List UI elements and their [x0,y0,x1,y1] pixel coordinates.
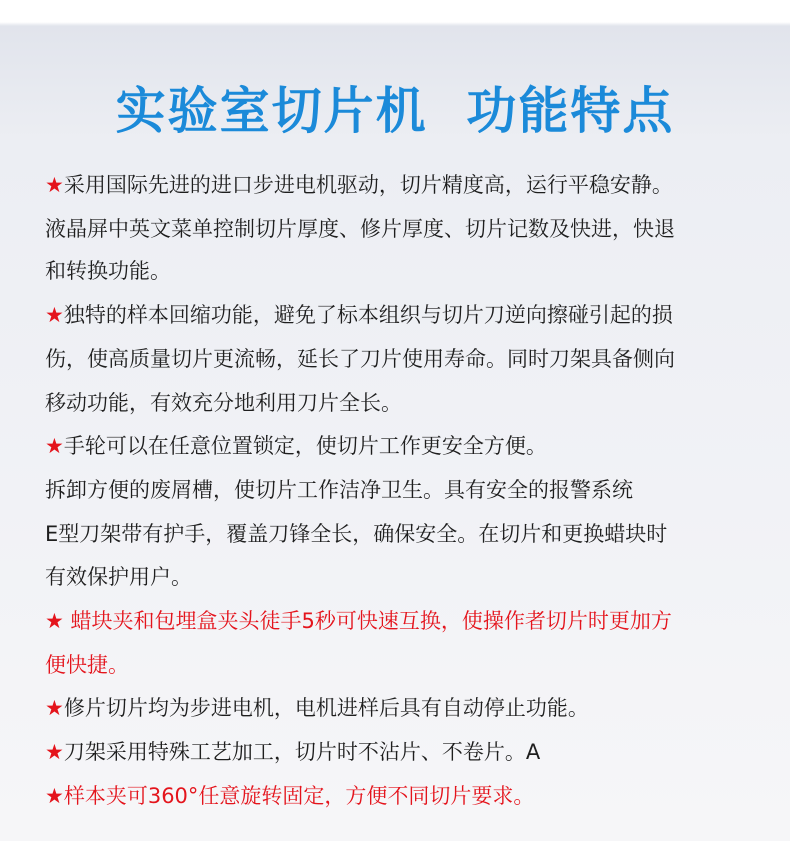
feature-line-13 [45,693,589,723]
star-icon: ★ [45,609,64,633]
feature-text: 拆卸方便的废屑槽，使切片工作洁净卫生。具有安全的报警系统 [45,478,633,502]
star-icon: ★ [45,740,64,764]
feature-line-10 [45,562,192,592]
feature-text: E型刀架带有护手，覆盖刀锋全长，确保安全。在切片和更换蜡块时 [45,522,668,546]
feature-line-7 [45,431,547,461]
feature-line-11 [45,606,672,636]
star-icon: ★ [45,784,64,808]
feature-text: 蜡块夹和包埋盒夹头徒手5秒可快速互换，使操作者切片时更加方 [63,609,672,633]
feature-line-15 [45,781,534,811]
page-title: 实验室切片机 功能特点 [115,82,675,140]
feature-line-9 [45,519,667,549]
feature-line-4 [45,300,673,330]
feature-text: 移动功能，有效充分地利用刀片全长。 [45,391,402,415]
feature-line-12 [45,650,129,680]
star-icon: ★ [45,434,64,458]
feature-line-5 [45,344,675,374]
feature-line-8 [45,475,633,505]
feature-text: 有效保护用户。 [45,565,192,589]
feature-text: 样本夹可360°任意旋转固定，方便不同切片要求。 [63,784,535,808]
feature-line-14 [45,737,540,767]
feature-text: 液晶屏中英文菜单控制切片厚度、修片厚度、切片记数及快进，快退 [45,217,675,241]
feature-text: 修片切片均为步进电机，电机进样后具有自动停止功能。 [63,696,589,720]
feature-text: 和转换功能。 [45,259,171,283]
feature-text: 独特的样本回缩功能，避免了标本组织与切片刀逆向擦碰引起的损 [63,303,673,327]
feature-text: 采用国际先进的进口步进电机驱动，切片精度高，运行平稳安静。 [63,173,673,197]
feature-line-6 [45,388,402,418]
star-icon: ★ [45,696,64,720]
feature-line-1 [45,170,673,200]
feature-line-2 [45,214,675,244]
feature-line-3 [45,256,171,286]
feature-text: 便快捷。 [45,653,129,677]
star-icon: ★ [45,303,64,327]
feature-text: 伤，使高质量切片更流畅，延长了刀片使用寿命。同时刀架具备侧向 [45,347,675,371]
feature-text: 刀架采用特殊工艺加工，切片时不沾片、不卷片。A [63,740,541,764]
star-icon: ★ [45,173,64,197]
feature-text: 手轮可以在任意位置锁定，使切片工作更安全方便。 [63,434,547,458]
